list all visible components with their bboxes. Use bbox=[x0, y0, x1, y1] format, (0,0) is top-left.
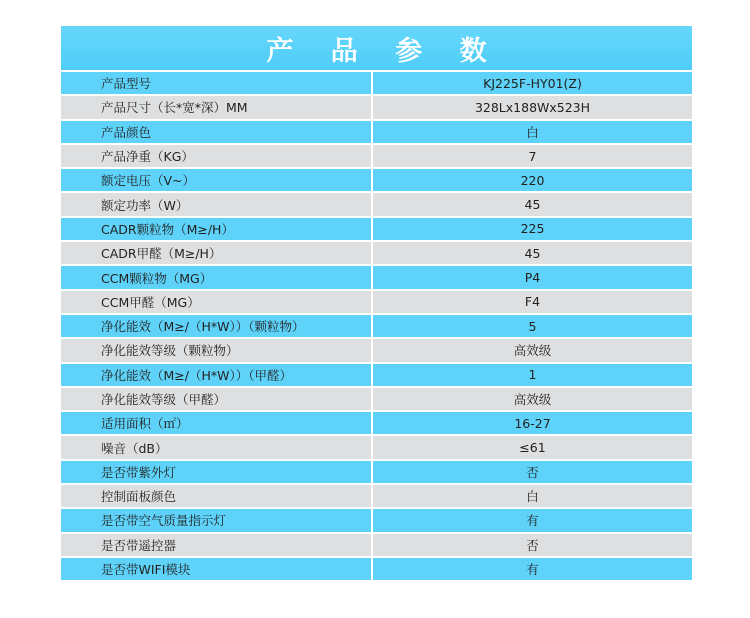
table-row bbox=[61, 461, 692, 483]
row-value: ≤61 bbox=[373, 436, 692, 458]
row-label: 额定功率（W） bbox=[61, 193, 371, 215]
row-value: 16-27 bbox=[373, 412, 692, 434]
row-label: 净化能效等级（甲醛） bbox=[61, 388, 371, 410]
table-row bbox=[61, 509, 692, 531]
row-value: 高效级 bbox=[373, 388, 692, 410]
row-label: 控制面板颜色 bbox=[61, 485, 371, 507]
table-row bbox=[61, 558, 692, 580]
row-label: CADR甲醛（M≥/H） bbox=[61, 242, 371, 264]
spec-title: 产 品 参 数 bbox=[61, 26, 692, 70]
row-value: 5 bbox=[373, 315, 692, 337]
table-row bbox=[61, 436, 692, 458]
row-value: 220 bbox=[373, 169, 692, 191]
row-label: 噪音（dB） bbox=[61, 436, 371, 458]
table-row bbox=[61, 266, 692, 288]
table-row bbox=[61, 96, 692, 118]
table-row bbox=[61, 412, 692, 434]
table-row bbox=[61, 388, 692, 410]
row-value: 225 bbox=[373, 218, 692, 240]
row-label: 额定电压（V~） bbox=[61, 169, 371, 191]
table-row bbox=[61, 218, 692, 240]
row-label: 净化能效（M≥/（H*W））（甲醛） bbox=[61, 364, 371, 386]
table-row bbox=[61, 315, 692, 337]
row-label: 产品型号 bbox=[61, 72, 371, 94]
row-label: CCM甲醛（MG） bbox=[61, 291, 371, 313]
row-value: F4 bbox=[373, 291, 692, 313]
row-label: 净化能效（M≥/（H*W））（颗粒物） bbox=[61, 315, 371, 337]
table-row bbox=[61, 193, 692, 215]
row-label: 是否带紫外灯 bbox=[61, 461, 371, 483]
row-value: P4 bbox=[373, 266, 692, 288]
row-label: CCM颗粒物（MG） bbox=[61, 266, 371, 288]
row-value: 328Lx188Wx523H bbox=[373, 96, 692, 118]
spec-table bbox=[61, 26, 692, 580]
row-value: 有 bbox=[373, 509, 692, 531]
table-row bbox=[61, 364, 692, 386]
table-row bbox=[61, 534, 692, 556]
row-label: 产品净重（KG） bbox=[61, 145, 371, 167]
table-row bbox=[61, 485, 692, 507]
row-value: 白 bbox=[373, 121, 692, 143]
row-value: 白 bbox=[373, 485, 692, 507]
row-value: 有 bbox=[373, 558, 692, 580]
row-value: KJ225F-HY01(Z) bbox=[373, 72, 692, 94]
row-label: 是否带遥控器 bbox=[61, 534, 371, 556]
row-value: 否 bbox=[373, 461, 692, 483]
row-value: 45 bbox=[373, 193, 692, 215]
row-label: CADR颗粒物（M≥/H） bbox=[61, 218, 371, 240]
table-row bbox=[61, 72, 692, 94]
row-label: 适用面积（㎡） bbox=[61, 412, 371, 434]
row-value: 45 bbox=[373, 242, 692, 264]
row-value: 否 bbox=[373, 534, 692, 556]
table-row bbox=[61, 145, 692, 167]
row-value: 7 bbox=[373, 145, 692, 167]
row-label: 是否带WIFI模块 bbox=[61, 558, 371, 580]
table-row bbox=[61, 242, 692, 264]
table-row bbox=[61, 291, 692, 313]
row-label: 净化能效等级（颗粒物） bbox=[61, 339, 371, 361]
row-label: 产品颜色 bbox=[61, 121, 371, 143]
row-label: 是否带空气质量指示灯 bbox=[61, 509, 371, 531]
row-value: 1 bbox=[373, 364, 692, 386]
row-label: 产品尺寸（长*宽*深）MM bbox=[61, 96, 371, 118]
table-row bbox=[61, 169, 692, 191]
table-row bbox=[61, 339, 692, 361]
table-row bbox=[61, 121, 692, 143]
row-value: 高效级 bbox=[373, 339, 692, 361]
